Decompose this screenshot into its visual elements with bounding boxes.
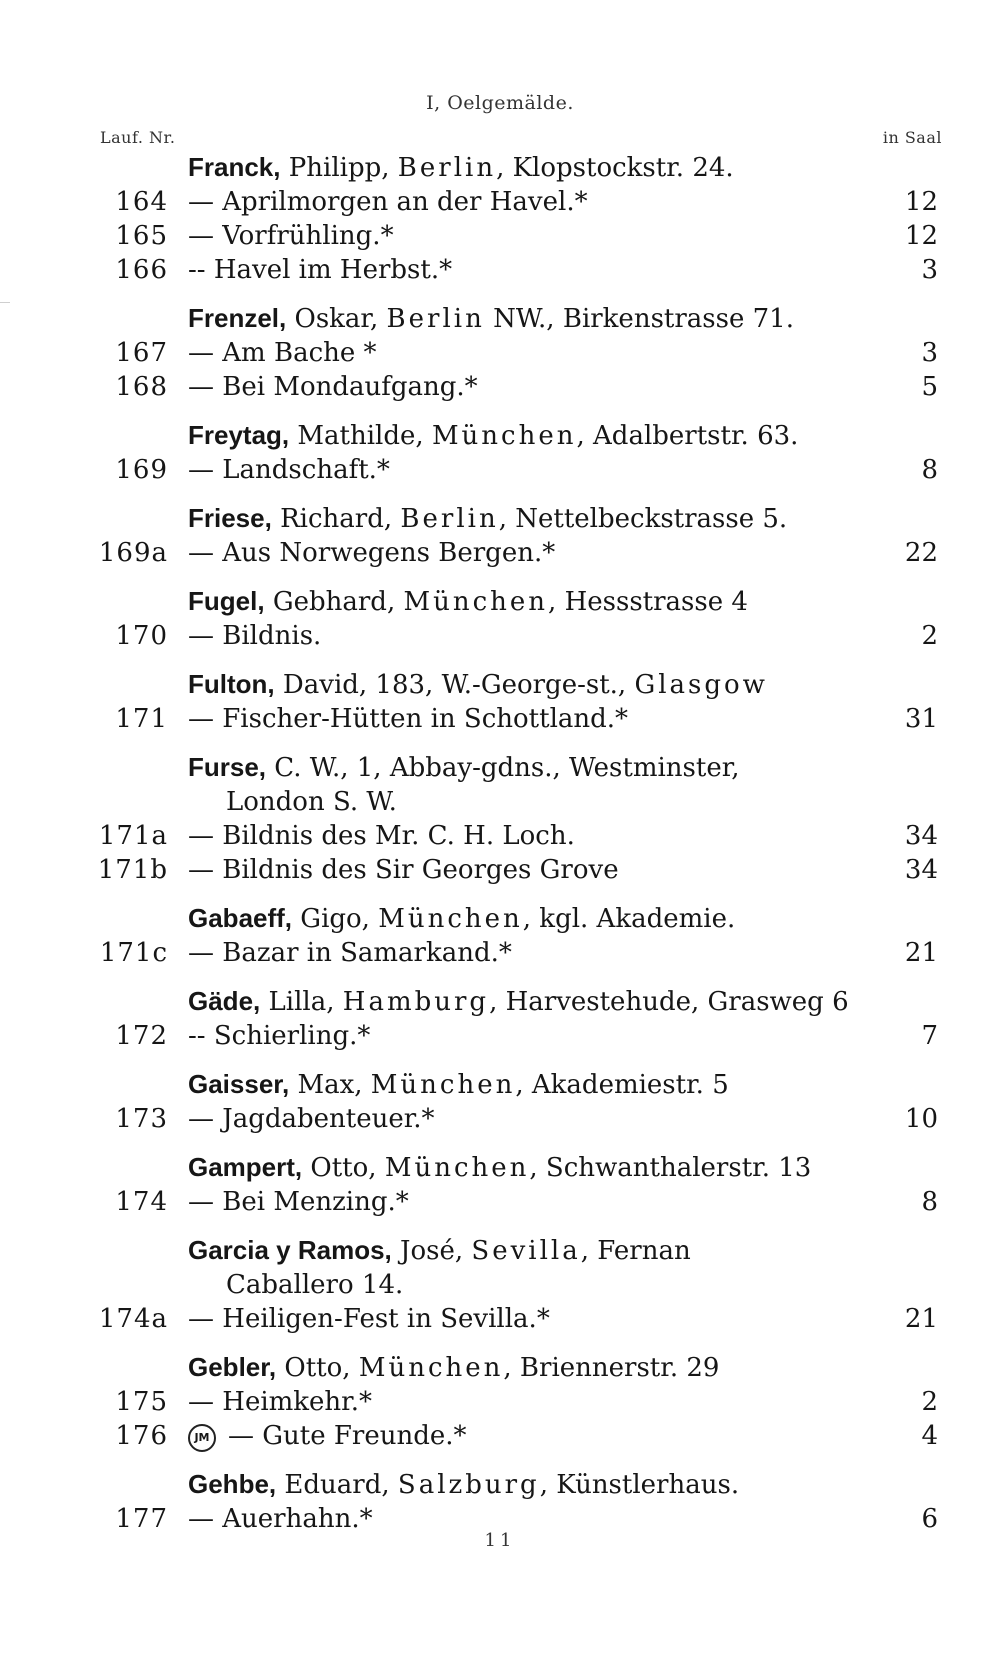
catalog-number: 172 bbox=[115, 1021, 168, 1051]
artist-details: Gebhard, bbox=[264, 587, 404, 617]
artist-entry bbox=[0, 1467, 1000, 1536]
artist-name: Frenzel, bbox=[188, 303, 287, 333]
room-number: 34 bbox=[904, 821, 938, 851]
catalog-number: 166 bbox=[115, 255, 168, 285]
catalog-number: 164 bbox=[115, 187, 168, 217]
catalog-number: 176 bbox=[115, 1421, 168, 1451]
artist-details: David, 183, W.-George-st., bbox=[274, 670, 635, 700]
catalog-number: 177 bbox=[115, 1504, 168, 1534]
artist-entry bbox=[0, 1067, 1000, 1136]
artwork-title: — Gute Freunde.* bbox=[228, 1421, 467, 1451]
artwork-row bbox=[0, 1019, 1000, 1053]
artist-city: Berlin bbox=[400, 504, 499, 534]
catalog-number: 171c bbox=[99, 938, 168, 968]
artwork-title-cell bbox=[188, 336, 377, 370]
artist-details: Mathilde, bbox=[289, 421, 432, 451]
artist-name: Franck, bbox=[188, 152, 281, 182]
artist-entry bbox=[0, 667, 1000, 736]
artist-line bbox=[0, 1150, 1000, 1185]
artist-details: Oskar, bbox=[286, 304, 387, 334]
room-number: 21 bbox=[904, 1304, 938, 1334]
artist-entry bbox=[0, 1233, 1000, 1336]
artist-address: , kgl. Akademie. bbox=[522, 904, 736, 934]
room-number: 31 bbox=[904, 704, 938, 734]
artwork-title: — Bildnis des Mr. C. H. Loch. bbox=[188, 821, 575, 851]
artwork-title: — Vorfrühling.* bbox=[188, 221, 394, 251]
artwork-row bbox=[0, 619, 1000, 653]
catalog-number: 174 bbox=[115, 1187, 168, 1217]
artist-address: , Hessstrasse 4 bbox=[548, 587, 748, 617]
artist-address: , Nettelbeckstrasse 5. bbox=[498, 504, 788, 534]
artwork-title-cell bbox=[188, 1185, 409, 1219]
catalog-number: 168 bbox=[115, 372, 168, 402]
column-header-number: Lauf. Nr. bbox=[100, 128, 176, 147]
artwork-title: — Bazar in Samarkand.* bbox=[188, 938, 512, 968]
artist-city: Berlin bbox=[397, 153, 497, 183]
artist-city: München bbox=[378, 904, 523, 934]
room-number: 7 bbox=[921, 1021, 938, 1051]
section-title: I, Oelgemälde. bbox=[426, 92, 574, 114]
artwork-title-cell bbox=[188, 936, 512, 970]
room-number: 4 bbox=[921, 1421, 938, 1451]
artwork-row bbox=[0, 536, 1000, 570]
artist-address: , Künstlerhaus. bbox=[539, 1470, 740, 1500]
artist-entry bbox=[0, 584, 1000, 653]
artist-details: Richard, bbox=[271, 504, 401, 534]
artwork-title-cell bbox=[188, 1419, 467, 1453]
artwork-title: -- Schierling.* bbox=[188, 1021, 371, 1051]
artist-city: München bbox=[403, 587, 549, 617]
artwork-title-cell bbox=[188, 1385, 372, 1419]
room-number: 3 bbox=[921, 255, 938, 285]
room-number: 12 bbox=[904, 221, 938, 251]
artist-name: Gabaeff, bbox=[188, 903, 293, 933]
artwork-row bbox=[0, 453, 1000, 487]
artist-details: Max, bbox=[289, 1070, 371, 1100]
room-number: 12 bbox=[904, 187, 938, 217]
room-number: 6 bbox=[921, 1504, 938, 1534]
artwork-title: — Heimkehr.* bbox=[188, 1387, 373, 1417]
artist-name: Freytag, bbox=[188, 420, 290, 450]
artist-line bbox=[0, 501, 1000, 536]
catalog-number: 165 bbox=[115, 221, 168, 251]
artist-line bbox=[0, 1067, 1000, 1102]
artist-entry bbox=[0, 150, 1000, 287]
room-number: 8 bbox=[921, 1187, 938, 1217]
artwork-row bbox=[0, 702, 1000, 736]
artwork-title-cell bbox=[188, 453, 390, 487]
room-number: 5 bbox=[921, 372, 938, 402]
artwork-title-cell bbox=[188, 853, 619, 887]
artist-name: Gampert, bbox=[188, 1152, 303, 1182]
artwork-title: — Jagdabenteuer.* bbox=[188, 1104, 435, 1134]
artist-address: , Fernan bbox=[580, 1236, 691, 1266]
artist-details: Otto, bbox=[276, 1353, 359, 1383]
room-number: 8 bbox=[921, 455, 938, 485]
artist-name: Friese, bbox=[188, 503, 272, 533]
artist-details: Lilla, bbox=[260, 987, 343, 1017]
artist-address-continuation: London S. W. bbox=[226, 787, 397, 817]
artist-line bbox=[0, 418, 1000, 453]
artist-address: , Adalbertstr. 63. bbox=[576, 421, 799, 451]
artwork-row bbox=[0, 1102, 1000, 1136]
artist-line bbox=[0, 667, 1000, 702]
artist-address: , Schwanthalerstr. 13 bbox=[529, 1153, 812, 1183]
artwork-title-cell bbox=[188, 819, 575, 853]
catalog-number: 175 bbox=[115, 1387, 168, 1417]
artwork-title: — Auerhahn.* bbox=[188, 1504, 373, 1534]
column-header-room: in Saal bbox=[882, 128, 942, 147]
catalog-number: 171 bbox=[115, 704, 168, 734]
artwork-title: — Bildnis des Sir Georges Grove bbox=[188, 855, 619, 885]
artist-entry bbox=[0, 1150, 1000, 1219]
artwork-title-cell bbox=[188, 702, 628, 736]
artwork-title: — Bei Menzing.* bbox=[188, 1187, 409, 1217]
artist-address: , Briennerstr. 29 bbox=[503, 1353, 720, 1383]
artwork-row bbox=[0, 1302, 1000, 1336]
artist-city: Sevilla bbox=[471, 1236, 581, 1266]
room-number: 2 bbox=[921, 621, 938, 651]
catalog-number: 171b bbox=[97, 855, 168, 885]
artist-details: José, bbox=[391, 1236, 472, 1266]
artwork-title-cell bbox=[188, 1019, 370, 1053]
artwork-title: -- Havel im Herbst.* bbox=[188, 255, 453, 285]
artist-entry bbox=[0, 1350, 1000, 1453]
entry-list bbox=[0, 150, 1000, 1536]
artist-details: C. W., 1, Abbay-gdns., Westminster, bbox=[266, 753, 740, 783]
artwork-row bbox=[0, 1385, 1000, 1419]
artwork-title: — Fischer-Hütten in Schottland.* bbox=[188, 704, 629, 734]
room-number: 3 bbox=[921, 338, 938, 368]
artist-line bbox=[0, 1467, 1000, 1502]
artist-address-continuation: Caballero 14. bbox=[226, 1270, 404, 1300]
room-number: 2 bbox=[921, 1387, 938, 1417]
artwork-title-cell bbox=[188, 536, 555, 570]
artist-name: Fulton, bbox=[188, 669, 275, 699]
artist-city: Berlin bbox=[386, 304, 485, 334]
artwork-row bbox=[0, 819, 1000, 853]
artist-details: Gigo, bbox=[292, 904, 379, 934]
artist-address: NW., Birkenstrasse 71. bbox=[484, 304, 794, 334]
artwork-row bbox=[0, 1185, 1000, 1219]
artist-entry bbox=[0, 750, 1000, 887]
artist-name: Furse, bbox=[188, 752, 267, 782]
artist-city: Hamburg bbox=[342, 987, 490, 1017]
artwork-row bbox=[0, 936, 1000, 970]
artist-line bbox=[0, 150, 1000, 185]
page-number: 11 bbox=[484, 1530, 516, 1551]
artist-city: Glasgow bbox=[634, 670, 768, 700]
artwork-title-cell bbox=[188, 253, 452, 287]
artist-name: Gaisser, bbox=[188, 1069, 290, 1099]
artwork-title: — Am Bache * bbox=[188, 338, 377, 368]
artist-entry bbox=[0, 984, 1000, 1053]
room-number: 34 bbox=[904, 855, 938, 885]
owner-seal-icon: JM bbox=[188, 1424, 216, 1452]
artist-name: Fugel, bbox=[188, 586, 265, 616]
artwork-title: — Heiligen-Fest in Sevilla.* bbox=[188, 1304, 550, 1334]
artwork-title-cell bbox=[188, 219, 394, 253]
artist-line bbox=[0, 1233, 1000, 1268]
artwork-row bbox=[0, 336, 1000, 370]
artist-city: Salzburg bbox=[397, 1470, 540, 1500]
catalog-number: 169a bbox=[98, 538, 168, 568]
artist-line bbox=[0, 984, 1000, 1019]
artist-name: Gebler, bbox=[188, 1352, 277, 1382]
room-number: 10 bbox=[904, 1104, 938, 1134]
artist-details: Eduard, bbox=[276, 1470, 398, 1500]
catalog-number: 170 bbox=[115, 621, 168, 651]
artwork-title: — Landschaft.* bbox=[188, 455, 390, 485]
artist-entry bbox=[0, 418, 1000, 487]
artist-name: Garcia y Ramos, bbox=[188, 1235, 392, 1265]
artwork-title-cell bbox=[188, 1302, 550, 1336]
catalog-number: 171a bbox=[98, 821, 168, 851]
catalog-number: 169 bbox=[115, 455, 168, 485]
artist-name: Gäde, bbox=[188, 986, 261, 1016]
artist-city: München bbox=[370, 1070, 516, 1100]
artist-line bbox=[0, 1350, 1000, 1385]
artist-city: München bbox=[431, 421, 577, 451]
artwork-row bbox=[0, 219, 1000, 253]
artist-name: Gehbe, bbox=[188, 1469, 277, 1499]
room-number: 21 bbox=[904, 938, 938, 968]
artist-entry bbox=[0, 301, 1000, 404]
catalog-number: 167 bbox=[115, 338, 168, 368]
artwork-row bbox=[0, 253, 1000, 287]
artist-address: , Akademiestr. 5 bbox=[515, 1070, 729, 1100]
artist-address: , Klopstockstr. 24. bbox=[496, 153, 734, 183]
artwork-row bbox=[0, 1419, 1000, 1453]
artwork-title-cell bbox=[188, 185, 588, 219]
artist-line bbox=[0, 750, 1000, 785]
artwork-title-cell bbox=[188, 619, 321, 653]
artist-details: Philipp, bbox=[280, 153, 398, 183]
artwork-title: — Aprilmorgen an der Havel.* bbox=[188, 187, 588, 217]
artist-line bbox=[0, 301, 1000, 336]
artwork-row bbox=[0, 370, 1000, 404]
room-number: 22 bbox=[904, 538, 938, 568]
artist-details: Otto, bbox=[302, 1153, 385, 1183]
catalog-number: 173 bbox=[115, 1104, 168, 1134]
artist-address: , Harvestehude, Grasweg 6 bbox=[489, 987, 849, 1017]
artist-city: München bbox=[358, 1353, 504, 1383]
artwork-row bbox=[0, 185, 1000, 219]
artist-entry bbox=[0, 901, 1000, 970]
artwork-title: — Bei Mondaufgang.* bbox=[188, 372, 478, 402]
artwork-title: — Bildnis. bbox=[188, 621, 322, 651]
artwork-title-cell bbox=[188, 370, 478, 404]
artwork-title-cell bbox=[188, 1102, 435, 1136]
artwork-row bbox=[0, 853, 1000, 887]
artwork-title: — Aus Norwegens Bergen.* bbox=[188, 538, 556, 568]
artist-entry bbox=[0, 501, 1000, 570]
artist-city: München bbox=[384, 1153, 530, 1183]
artist-line bbox=[0, 584, 1000, 619]
artist-line bbox=[0, 901, 1000, 936]
catalog-number: 174a bbox=[98, 1304, 168, 1334]
